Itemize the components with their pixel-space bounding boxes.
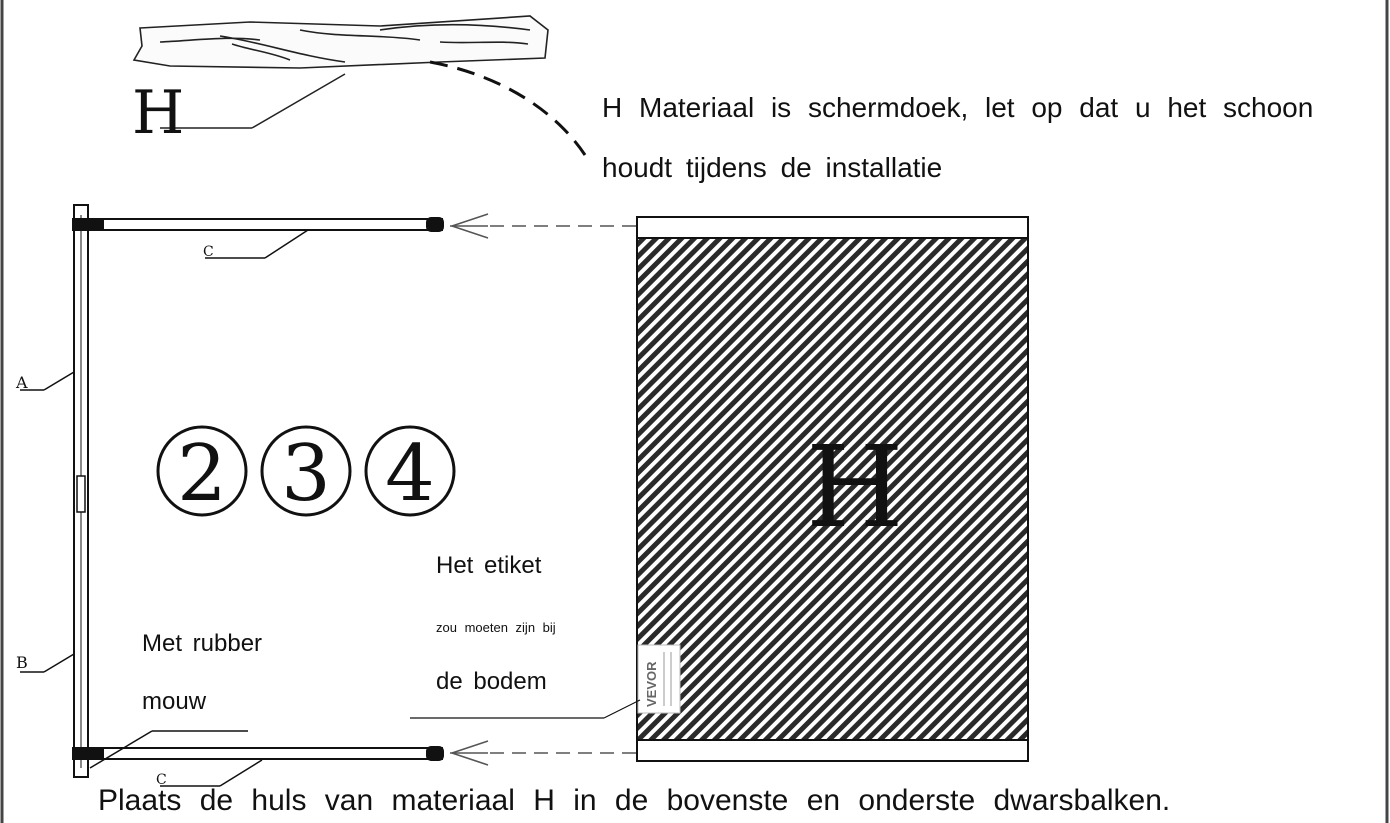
vertical-post	[74, 205, 88, 777]
post-a-leader-diagonal	[44, 372, 74, 390]
material-h-leader-diagonal	[252, 74, 345, 128]
label-note-line-1: Het etiket	[436, 552, 542, 579]
step-2-badge	[158, 427, 246, 519]
material-note-line-2: houdt tijdens de installatie	[602, 152, 943, 183]
arrow-top	[450, 214, 636, 238]
step-3-badge	[262, 427, 350, 519]
rubber-sleeve-note-line-1: Met rubber	[142, 630, 263, 657]
crossbar-bottom	[72, 746, 444, 761]
vevor-tag-text: VEVOR	[644, 661, 659, 707]
step-4-badge	[366, 427, 454, 519]
label-note-line-3: de bodem	[436, 668, 547, 695]
arrow-bottom	[450, 741, 636, 765]
crossbar-top-leader-diagonal	[265, 230, 308, 258]
rubber-sleeve-note-line-2: mouw	[142, 688, 207, 715]
step-4-number: 4	[385, 429, 435, 519]
crossbar-bottom-label: C	[156, 772, 167, 788]
vevor-tag	[638, 645, 680, 713]
post-b-label: B	[16, 653, 28, 672]
top-material-label: H	[132, 78, 185, 148]
crossbar-top	[72, 217, 444, 232]
label-note-line-2: zou moeten zijn bij	[436, 620, 556, 635]
instruction-caption: Plaats de huls van materiaal H in de bovenste en onderste dwarsbalken.	[98, 784, 1171, 817]
material-note-line-1: H Materiaal is schermdoek, let op dat u het schoon	[602, 92, 1314, 123]
rolled-fabric-illustration	[134, 16, 548, 68]
step-circles	[158, 427, 454, 519]
step-2-number: 2	[177, 429, 227, 519]
crossbar-bottom-leader-diagonal	[220, 760, 262, 786]
material-dashed-arc	[430, 62, 585, 155]
label-leader-diagonal	[604, 700, 640, 718]
step-3-number: 3	[281, 429, 331, 519]
post-b-leader-diagonal	[44, 654, 74, 672]
post-a-label: A	[16, 373, 28, 392]
screen-panel-label: H	[806, 423, 904, 553]
crossbar-top-label: C	[203, 244, 214, 260]
